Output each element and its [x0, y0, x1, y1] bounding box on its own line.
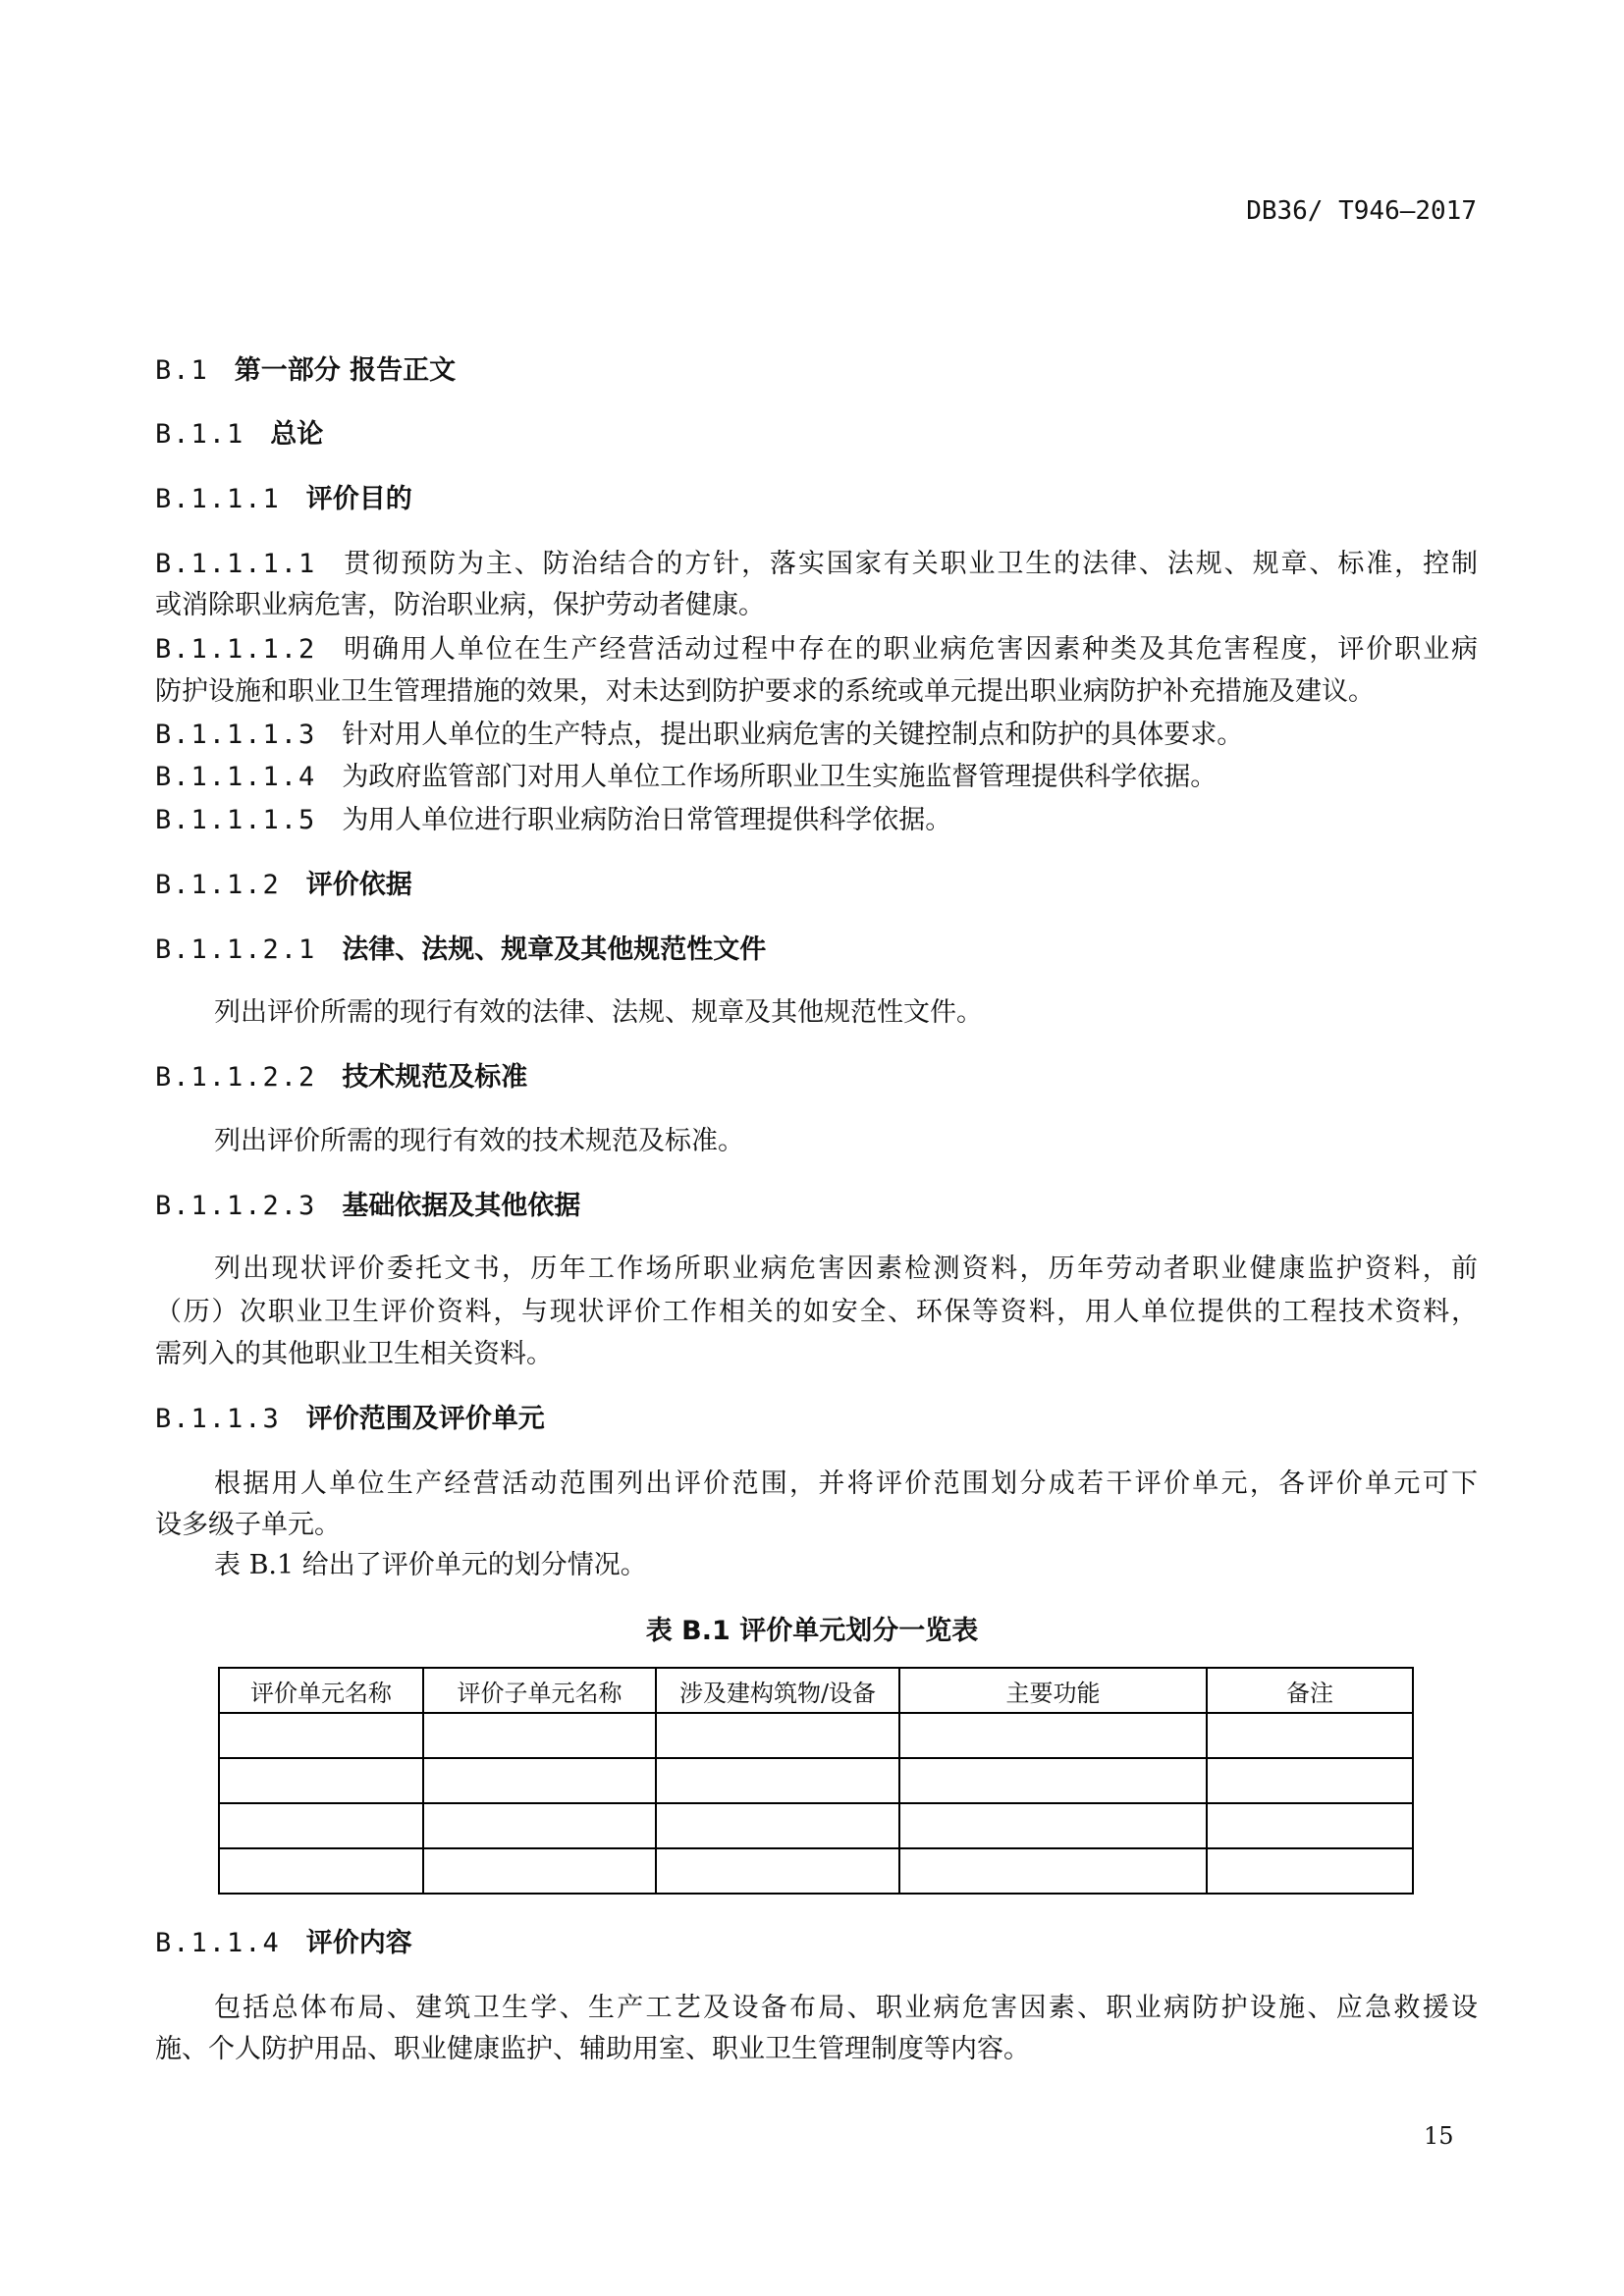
line-text: 根据用人单位生产经营活动范围列出评价范围，并将评价范围划分成若干评价单元，各评价单元可下 — [214, 1468, 1478, 1499]
paragraph-line — [155, 2033, 1478, 2066]
section-number: B.1.1.3 — [155, 1404, 281, 1434]
section-heading — [155, 1061, 1478, 1095]
section-number: B.1.1.1.1 — [155, 549, 317, 579]
table-row — [219, 1713, 1413, 1758]
section-number: B.1.1.2 — [155, 870, 281, 900]
section-number: B.1.1.1 — [155, 484, 281, 514]
table-cell — [219, 1803, 423, 1848]
paragraph-line — [155, 589, 1478, 622]
section-number: B.1.1.1.4 — [155, 762, 317, 792]
section-number: B.1.1.2.2 — [155, 1062, 317, 1093]
line-text: 评价内容 — [305, 1928, 412, 1958]
table-cell — [656, 1803, 899, 1848]
table-caption: 表 B.1 评价单元划分一览表 — [645, 1616, 979, 1646]
paragraph-line — [155, 1509, 1478, 1542]
paragraph-line — [155, 675, 1478, 709]
line-text: 需列入的其他职业卫生相关资料。 — [155, 1339, 553, 1369]
line-text: 评价范围及评价单元 — [305, 1404, 545, 1434]
paragraph-line — [155, 1296, 1478, 1329]
section-number: B.1.1.1.2 — [155, 634, 317, 665]
line-text: 列出现状评价委托文书，历年工作场所职业病危害因素检测资料，历年劳动者职业健康监护资料，前 — [214, 1254, 1478, 1284]
line-text: 评价依据 — [305, 870, 412, 900]
table-header: 备注 — [1207, 1668, 1413, 1713]
table-cell — [1207, 1713, 1413, 1758]
section-heading — [155, 354, 1478, 388]
line-text: 或消除职业病危害，防治职业病，保护劳动者健康。 — [155, 590, 765, 620]
table-cell — [219, 1713, 423, 1758]
line-text: 包括总体布局、建筑卫生学、生产工艺及设备布局、职业病危害因素、职业病防护设施、应急救援设 — [214, 1993, 1478, 2023]
line-text: 为政府监管部门对用人单位工作场所职业卫生实施监督管理提供科学依据。 — [342, 762, 1218, 792]
page-number: 15 — [1424, 2122, 1454, 2150]
section-heading — [155, 934, 1478, 967]
section-number: B.1.1.1.5 — [155, 805, 317, 835]
table-cell — [899, 1713, 1207, 1758]
table-cell — [656, 1758, 899, 1803]
table-cell — [1207, 1803, 1413, 1848]
line-text: 总论 — [270, 419, 324, 450]
evaluation-unit-table — [218, 1667, 1414, 1895]
line-text: 为用人单位进行职业病防治日常管理提供科学依据。 — [342, 805, 952, 835]
paragraph-line — [155, 719, 1478, 752]
section-heading — [155, 418, 1478, 452]
section-number: B.1.1.2.3 — [155, 1191, 317, 1221]
table-cell — [656, 1848, 899, 1894]
line-text: 第一部分 报告正文 — [234, 355, 457, 386]
line-text: 施、个人防护用品、职业健康监护、辅助用室、职业卫生管理制度等内容。 — [155, 2034, 1030, 2064]
table-header: 主要功能 — [899, 1668, 1207, 1713]
paragraph-line — [214, 1549, 1478, 1582]
line-text: 列出评价所需的现行有效的法律、法规、规章及其他规范性文件。 — [214, 997, 983, 1028]
section-number: B.1.1.2.1 — [155, 934, 317, 965]
line-text: 设多级子单元。 — [155, 1510, 341, 1540]
section-number: B.1 — [155, 355, 209, 386]
line-text: 贯彻预防为主、防治结合的方针，落实国家有关职业卫生的法律、法规、规章、标准，控制 — [342, 549, 1478, 579]
table-cell — [423, 1758, 656, 1803]
section-number: B.1.1 — [155, 419, 245, 450]
line-text: 基础依据及其他依据 — [342, 1191, 581, 1221]
paragraph-line — [155, 804, 1478, 837]
section-heading — [155, 1927, 1478, 1960]
section-heading — [155, 869, 1478, 902]
paragraph-line — [214, 996, 1478, 1030]
table-cell — [1207, 1848, 1413, 1894]
section-heading — [155, 1190, 1478, 1223]
paragraph-line — [214, 1253, 1478, 1286]
table-header: 评价单元名称 — [219, 1668, 423, 1713]
section-heading — [155, 483, 1478, 516]
line-text: （历）次职业卫生评价资料，与现状评价工作相关的如安全、环保等资料，用人单位提供的工程技术资料， — [155, 1297, 1478, 1327]
table-cell — [219, 1758, 423, 1803]
section-number: B.1.1.1.3 — [155, 720, 317, 750]
paragraph-line — [214, 1125, 1478, 1158]
table-header: 评价子单元名称 — [423, 1668, 656, 1713]
line-text: 法律、法规、规章及其他规范性文件 — [342, 934, 767, 965]
table-cell — [899, 1803, 1207, 1848]
paragraph-line — [214, 1992, 1478, 2025]
table-cell — [899, 1758, 1207, 1803]
line-text: 防护设施和职业卫生管理措施的效果，对未达到防护要求的系统或单元提出职业病防护补充措施及建议。 — [155, 676, 1375, 707]
table-row — [219, 1758, 1413, 1803]
line-text: 列出评价所需的现行有效的技术规范及标准。 — [214, 1126, 744, 1156]
table-header: 涉及建构筑物/设备 — [656, 1668, 899, 1713]
paragraph-line — [155, 1338, 1478, 1371]
section-number: B.1.1.4 — [155, 1928, 281, 1958]
table-cell — [656, 1713, 899, 1758]
table-cell — [423, 1713, 656, 1758]
table-header-row — [219, 1668, 1413, 1713]
table-cell — [219, 1848, 423, 1894]
paragraph-line — [155, 633, 1478, 667]
table-row — [219, 1848, 1413, 1894]
document-code-header: DB36/ T946—2017 — [1246, 196, 1477, 226]
paragraph-line — [155, 548, 1478, 581]
paragraph-line — [214, 1468, 1478, 1501]
line-text: 技术规范及标准 — [342, 1062, 528, 1093]
table-cell — [899, 1848, 1207, 1894]
line-text: 明确用人单位在生产经营活动过程中存在的职业病危害因素种类及其危害程度，评价职业病 — [342, 634, 1478, 665]
table-row — [219, 1803, 1413, 1848]
table-cell — [1207, 1758, 1413, 1803]
line-text: 评价目的 — [305, 484, 412, 514]
line-text: 针对用人单位的生产特点，提出职业病危害的关键控制点和防护的具体要求。 — [342, 720, 1244, 750]
paragraph-line — [155, 761, 1478, 794]
table-cell — [423, 1803, 656, 1848]
table-cell — [423, 1848, 656, 1894]
section-heading — [155, 1403, 1478, 1436]
line-text: 表 B.1 给出了评价单元的划分情况。 — [214, 1550, 647, 1580]
